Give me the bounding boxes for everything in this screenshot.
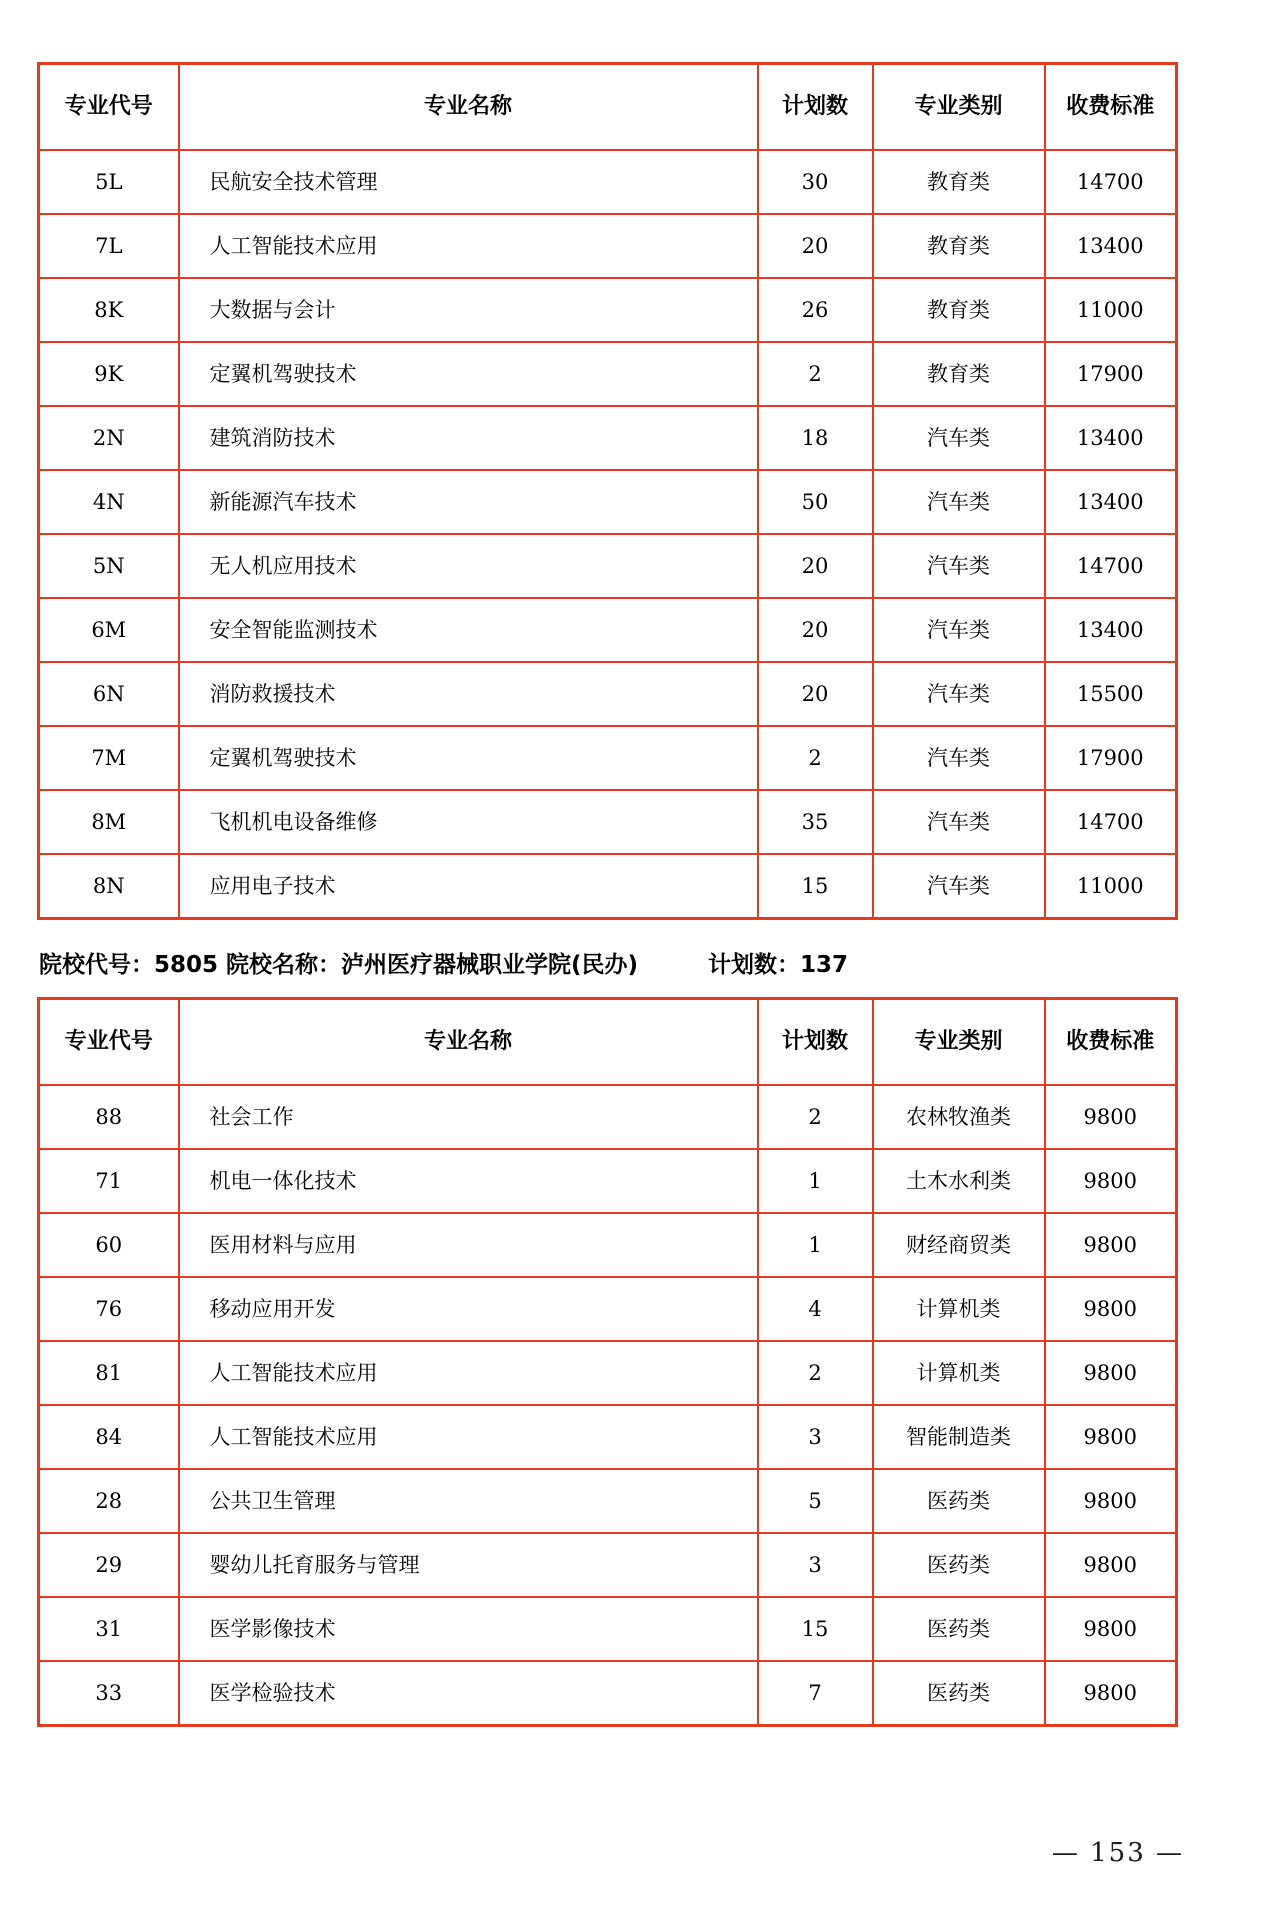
column-header: 收费标准 (1045, 64, 1177, 151)
table-cell: 9800 (1045, 1341, 1177, 1405)
table-cell: 26 (758, 278, 873, 342)
column-header: 专业类别 (873, 999, 1045, 1086)
table-cell: 88 (39, 1085, 179, 1149)
table-row (39, 406, 1177, 470)
table-cell: 5N (39, 534, 179, 598)
table-row (39, 1469, 1177, 1533)
table-cell: 应用电子技术 (179, 854, 758, 919)
table-cell: 6M (39, 598, 179, 662)
table-row (39, 150, 1177, 214)
table-cell: 35 (758, 790, 873, 854)
table-cell: 汽车类 (873, 726, 1045, 790)
column-header: 计划数 (758, 999, 873, 1086)
table-cell: 14700 (1045, 790, 1177, 854)
table-cell: 人工智能技术应用 (179, 214, 758, 278)
table-cell: 9800 (1045, 1469, 1177, 1533)
column-header: 专业代号 (39, 64, 179, 151)
table-cell: 20 (758, 662, 873, 726)
column-header: 专业名称 (179, 999, 758, 1086)
table-cell: 8N (39, 854, 179, 919)
table-cell: 机电一体化技术 (179, 1149, 758, 1213)
table-cell: 汽车类 (873, 470, 1045, 534)
table-cell: 土木水利类 (873, 1149, 1045, 1213)
table-cell: 17900 (1045, 342, 1177, 406)
luzhou-medical-device-college-plan-table (37, 997, 1178, 1727)
table-cell: 17900 (1045, 726, 1177, 790)
table-cell: 新能源汽车技术 (179, 470, 758, 534)
table-row (39, 1533, 1177, 1597)
table-cell: 定翼机驾驶技术 (179, 726, 758, 790)
table-cell: 公共卫生管理 (179, 1469, 758, 1533)
table-cell: 教育类 (873, 214, 1045, 278)
table-cell: 13400 (1045, 598, 1177, 662)
table-cell: 民航安全技术管理 (179, 150, 758, 214)
table-cell: 14700 (1045, 534, 1177, 598)
table-cell: 教育类 (873, 278, 1045, 342)
table-cell: 9800 (1045, 1085, 1177, 1149)
table-row (39, 1085, 1177, 1149)
table-cell: 大数据与会计 (179, 278, 758, 342)
table-cell: 计算机类 (873, 1277, 1045, 1341)
table-cell: 4N (39, 470, 179, 534)
table-cell: 1 (758, 1213, 873, 1277)
table-row (39, 1597, 1177, 1661)
table-cell: 31 (39, 1597, 179, 1661)
table-row (39, 999, 1177, 1086)
table-cell: 2 (758, 1341, 873, 1405)
table-cell: 13400 (1045, 470, 1177, 534)
table-row (39, 598, 1177, 662)
table-cell: 医药类 (873, 1533, 1045, 1597)
table-header-row (39, 64, 1177, 151)
table-cell: 汽车类 (873, 854, 1045, 919)
table-body (39, 1085, 1177, 1726)
table-row (39, 64, 1177, 151)
table-row (39, 790, 1177, 854)
table-row (39, 342, 1177, 406)
table-cell: 50 (758, 470, 873, 534)
table-cell: 11000 (1045, 278, 1177, 342)
table-cell: 33 (39, 1661, 179, 1726)
table-row (39, 214, 1177, 278)
table-cell: 汽车类 (873, 790, 1045, 854)
table-cell: 9800 (1045, 1661, 1177, 1726)
table-row (39, 662, 1177, 726)
table-cell: 人工智能技术应用 (179, 1341, 758, 1405)
table-cell: 2 (758, 342, 873, 406)
table-cell: 1 (758, 1149, 873, 1213)
table-cell: 81 (39, 1341, 179, 1405)
table-row (39, 278, 1177, 342)
table-cell: 智能制造类 (873, 1405, 1045, 1469)
table-cell: 7M (39, 726, 179, 790)
column-header: 计划数 (758, 64, 873, 151)
table-row (39, 534, 1177, 598)
table-cell: 医药类 (873, 1597, 1045, 1661)
table-cell: 76 (39, 1277, 179, 1341)
table-cell: 11000 (1045, 854, 1177, 919)
table-cell: 7 (758, 1661, 873, 1726)
institution-info: 院校代号：5805 院校名称：泸州医疗器械职业学院(民办) (39, 952, 639, 978)
table-cell: 教育类 (873, 150, 1045, 214)
table-cell: 5L (39, 150, 179, 214)
table-cell: 15500 (1045, 662, 1177, 726)
table-cell: 6N (39, 662, 179, 726)
table-cell: 7L (39, 214, 179, 278)
table-cell: 汽车类 (873, 406, 1045, 470)
table-cell: 15 (758, 1597, 873, 1661)
table-cell: 9800 (1045, 1149, 1177, 1213)
table-cell: 医用材料与应用 (179, 1213, 758, 1277)
table-row (39, 1405, 1177, 1469)
table-cell: 2N (39, 406, 179, 470)
table-cell: 20 (758, 598, 873, 662)
table-cell: 84 (39, 1405, 179, 1469)
table-cell: 2 (758, 1085, 873, 1149)
table-cell: 计算机类 (873, 1341, 1045, 1405)
table-cell: 28 (39, 1469, 179, 1533)
table-row (39, 1341, 1177, 1405)
table-row (39, 854, 1177, 919)
table-cell: 13400 (1045, 406, 1177, 470)
table-cell: 2 (758, 726, 873, 790)
table-cell: 9800 (1045, 1533, 1177, 1597)
table-cell: 汽车类 (873, 534, 1045, 598)
table-cell: 农林牧渔类 (873, 1085, 1045, 1149)
table-header-row (39, 999, 1177, 1086)
table-cell: 汽车类 (873, 662, 1045, 726)
table-cell: 4 (758, 1277, 873, 1341)
table-cell: 消防救援技术 (179, 662, 758, 726)
column-header: 专业类别 (873, 64, 1045, 151)
table-cell: 30 (758, 150, 873, 214)
table-cell: 18 (758, 406, 873, 470)
table-cell: 60 (39, 1213, 179, 1277)
institution-plan-count: 计划数：137 (708, 952, 849, 978)
table-cell: 8M (39, 790, 179, 854)
table-cell: 3 (758, 1405, 873, 1469)
upper-major-plan-table (37, 62, 1178, 920)
table-cell: 医药类 (873, 1661, 1045, 1726)
table-cell: 医药类 (873, 1469, 1045, 1533)
table-cell: 无人机应用技术 (179, 534, 758, 598)
page-number: — 153 — (1051, 1838, 1184, 1868)
column-header: 收费标准 (1045, 999, 1177, 1086)
table-cell: 3 (758, 1533, 873, 1597)
table-cell: 建筑消防技术 (179, 406, 758, 470)
table-cell: 婴幼儿托育服务与管理 (179, 1533, 758, 1597)
table-row (39, 470, 1177, 534)
table-row (39, 1149, 1177, 1213)
table-cell: 移动应用开发 (179, 1277, 758, 1341)
institution-heading (39, 946, 1269, 979)
table-cell: 9800 (1045, 1597, 1177, 1661)
table-cell: 14700 (1045, 150, 1177, 214)
table-cell: 人工智能技术应用 (179, 1405, 758, 1469)
table-cell: 财经商贸类 (873, 1213, 1045, 1277)
table-cell: 飞机机电设备维修 (179, 790, 758, 854)
column-header: 专业代号 (39, 999, 179, 1086)
table-cell: 5 (758, 1469, 873, 1533)
table-cell: 9800 (1045, 1277, 1177, 1341)
table-cell: 8K (39, 278, 179, 342)
table-body (39, 150, 1177, 919)
table-cell: 安全智能监测技术 (179, 598, 758, 662)
table-cell: 9800 (1045, 1405, 1177, 1469)
table-cell: 71 (39, 1149, 179, 1213)
column-header: 专业名称 (179, 64, 758, 151)
table-cell: 定翼机驾驶技术 (179, 342, 758, 406)
table-cell: 医学检验技术 (179, 1661, 758, 1726)
table-cell: 医学影像技术 (179, 1597, 758, 1661)
table-cell: 社会工作 (179, 1085, 758, 1149)
table-row (39, 1277, 1177, 1341)
table-row (39, 1661, 1177, 1726)
table-cell: 9K (39, 342, 179, 406)
table-row (39, 726, 1177, 790)
table-cell: 20 (758, 214, 873, 278)
table-cell: 15 (758, 854, 873, 919)
table-cell: 汽车类 (873, 598, 1045, 662)
table-cell: 20 (758, 534, 873, 598)
table-cell: 9800 (1045, 1213, 1177, 1277)
table-cell: 13400 (1045, 214, 1177, 278)
table-cell: 29 (39, 1533, 179, 1597)
table-cell: 教育类 (873, 342, 1045, 406)
table-row (39, 1213, 1177, 1277)
